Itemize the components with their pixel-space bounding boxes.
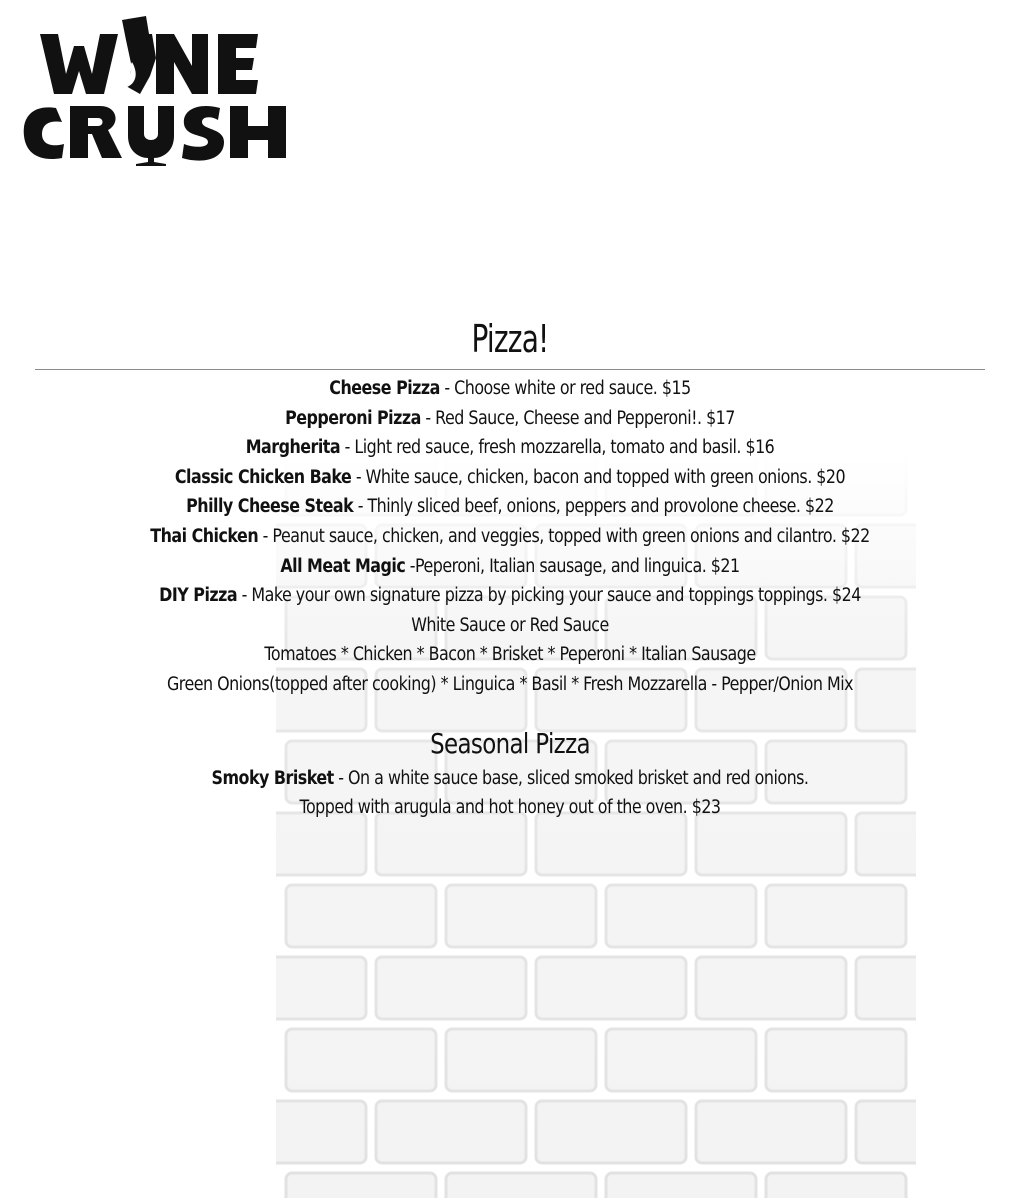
menu-item-desc: - Make your own signature pizza by picking your sauce and toppings toppings. $24 xyxy=(237,585,861,607)
menu-item-thai-chicken xyxy=(102,522,919,552)
menu-item-name: All Meat Magic xyxy=(280,555,406,577)
wine-crush-logo xyxy=(22,16,322,166)
menu-item-desc: - Light red sauce, fresh mozzarella, tomato and basil. $16 xyxy=(340,437,775,459)
menu-item-desc: - Thinly sliced beef, onions, peppers and provolone cheese. $22 xyxy=(353,496,834,518)
menu-item-classic-chicken-bake xyxy=(102,463,919,493)
menu-item-pepperoni-pizza xyxy=(102,404,919,434)
menu-item-name: Margherita xyxy=(245,437,341,459)
menu-item-desc: - On a white sauce base, sliced smoked brisket and red onions. xyxy=(333,767,809,789)
menu-item-name: Smoky Brisket xyxy=(211,767,334,789)
menu-item-desc: - Peanut sauce, chicken, and veggies, topped with green onions and cilantro. $22 xyxy=(258,525,870,547)
menu-item-desc: - Choose white or red sauce. $15 xyxy=(439,378,691,399)
menu-item-name: Thai Chicken xyxy=(150,525,259,547)
diy-topping-options-more: Green Onions(topped after cooking) * Linguica * Basil * Fresh Mozzarella - Pepper/Onion Mix xyxy=(166,673,854,695)
section-divider xyxy=(35,369,985,370)
menu-item-smoky-brisket xyxy=(102,764,919,794)
diy-sauce-options: White Sauce or Red Sauce xyxy=(411,614,609,636)
menu-item-name: Pepperoni Pizza xyxy=(285,407,421,429)
pizza-menu xyxy=(35,312,985,823)
menu-item-desc: -Peperoni, Italian sausage, and linguica. $21 xyxy=(405,555,740,577)
menu-item-desc: - Red Sauce, Cheese and Pepperoni!. $17 xyxy=(420,407,735,429)
menu-item-name: Philly Cheese Steak xyxy=(186,496,354,518)
menu-item-philly-cheese-steak xyxy=(102,492,919,522)
diy-topping-options: Tomatoes * Chicken * Bacon * Brisket * Peperoni * Italian Sausage xyxy=(264,644,756,666)
menu-item-margherita xyxy=(102,433,919,463)
seasonal-section-title: Seasonal Pizza xyxy=(430,726,590,760)
pizza-section-title: Pizza! xyxy=(471,317,549,361)
menu-item-diy-pizza xyxy=(102,581,919,611)
menu-item-cheese-pizza xyxy=(102,374,919,404)
menu-item-name: DIY Pizza xyxy=(159,585,238,607)
menu-item-all-meat-magic xyxy=(102,552,919,582)
menu-item-name: Classic Chicken Bake xyxy=(174,466,352,488)
menu-item-name: Cheese Pizza xyxy=(329,378,440,399)
menu-item-desc: - White sauce, chicken, bacon and topped with green onions. $20 xyxy=(351,466,846,488)
menu-item-smoky-brisket-desc: Topped with arugula and hot honey out of the oven. $23 xyxy=(299,797,721,819)
